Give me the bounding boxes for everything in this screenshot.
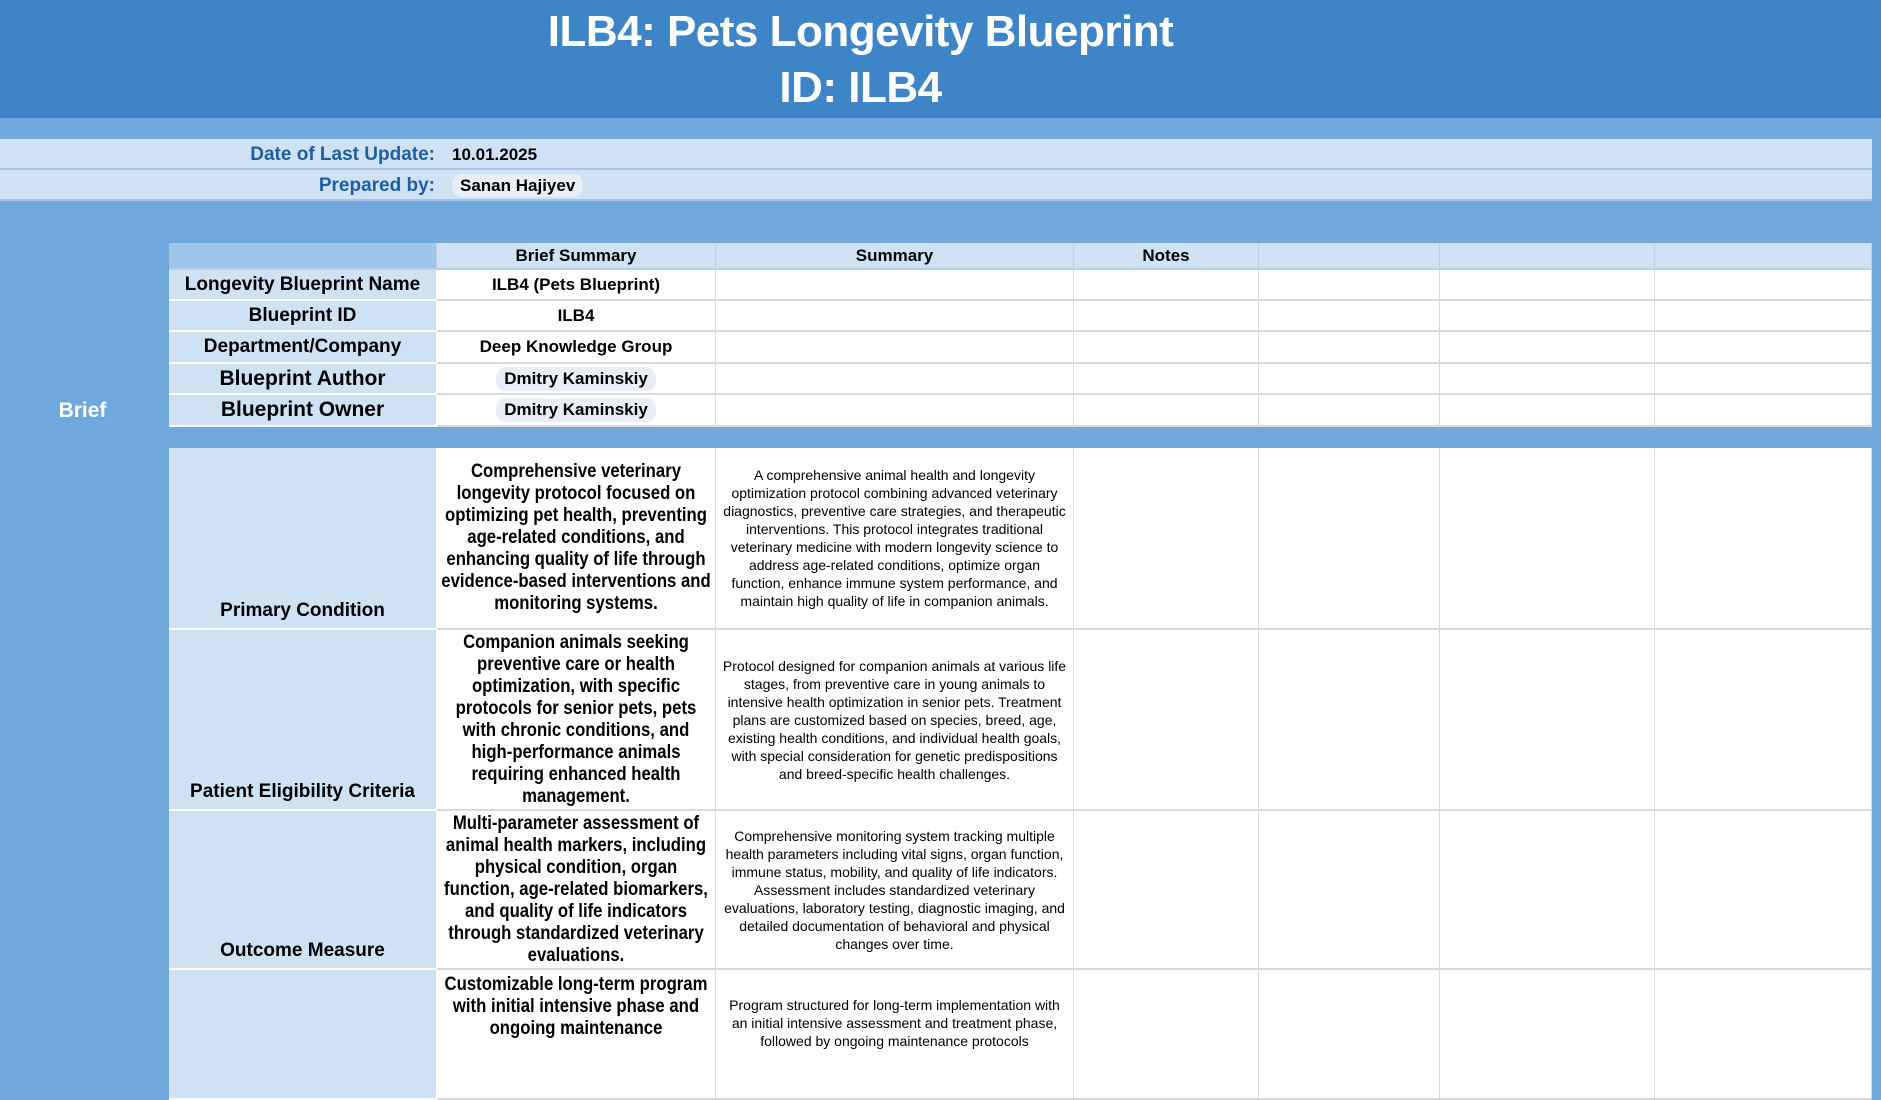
header-blank xyxy=(169,243,437,270)
row-label-text: Blueprint Owner xyxy=(220,398,385,421)
notes-cell[interactable] xyxy=(1074,630,1259,811)
summary-cell[interactable] xyxy=(716,630,1074,811)
notes-cell[interactable] xyxy=(1655,448,1872,630)
brief-summary-cell[interactable] xyxy=(437,630,716,811)
row-label-text: Blueprint ID xyxy=(248,304,357,326)
brief-summary-cell-text: Comprehensive veterinary longevity protocol focused on optimizing pet health, preventing age-related conditions, and enhancing quality of life through evidence-based interventions and monitoring systems. xyxy=(441,461,711,614)
empty-cell[interactable] xyxy=(1655,270,1872,301)
row-label-text: Patient Eligibility Criteria xyxy=(190,781,415,802)
brief-summary-cell-text: Companion animals seeking preventive care or health optimization, with specific protocols for senior pets, pets with chronic conditions, and high-performance animals requiring enhanced health management. xyxy=(455,631,697,807)
prepared-label: Prepared by: xyxy=(318,175,435,196)
empty-cell[interactable] xyxy=(716,395,1074,427)
empty-cell[interactable] xyxy=(1655,301,1872,332)
row-label-text: Outcome Measure xyxy=(220,940,385,961)
empty-cell[interactable] xyxy=(1259,364,1440,395)
empty-cell[interactable] xyxy=(716,301,1074,332)
notes-cell[interactable] xyxy=(1074,811,1259,970)
column-header-notes xyxy=(1074,243,1259,270)
page-header xyxy=(0,0,1881,118)
notes-cell[interactable] xyxy=(1655,630,1872,811)
empty-cell[interactable] xyxy=(1259,395,1440,427)
row-label xyxy=(169,364,437,395)
notes-cell[interactable] xyxy=(1655,970,1872,1100)
empty-cell[interactable] xyxy=(1655,332,1872,364)
notes-cell[interactable] xyxy=(1655,811,1872,970)
column-header-empty xyxy=(1259,243,1440,270)
empty-cell[interactable] xyxy=(1259,270,1440,301)
column-header-empty xyxy=(1440,243,1655,270)
row-label xyxy=(169,811,437,970)
notes-cell[interactable] xyxy=(1074,448,1259,630)
section-label-brief: Brief xyxy=(58,399,107,422)
row-value[interactable] xyxy=(437,364,716,395)
empty-cell[interactable] xyxy=(1074,364,1259,395)
row-label-text: Blueprint Author xyxy=(219,366,386,390)
notes-cell[interactable] xyxy=(1440,448,1655,630)
row-value-text: ILB4 xyxy=(557,305,595,325)
row-label xyxy=(169,332,437,364)
notes-cell[interactable] xyxy=(1259,970,1440,1100)
notes-cell[interactable] xyxy=(1259,630,1440,811)
row-value[interactable] xyxy=(437,270,716,301)
summary-cell-text: A comprehensive animal health and longevity optimization protocol combining advanced veterinary diagnostics, preventive care strategies, and therapeutic interventions. This protocol integrates traditional veterinary medicine with modern longevity science to address age-related conditions, optimize organ function, enhance immune system performance, and maintain high quality of life in companion animals. xyxy=(723,467,1066,609)
page-title: ILB4: Pets Longevity Blueprint xyxy=(547,7,1174,56)
row-value-text: Dmitry Kaminskiy xyxy=(496,398,656,422)
row-value[interactable] xyxy=(437,301,716,332)
row-value[interactable] xyxy=(437,395,716,427)
brief-summary-cell-text: Multi-parameter assessment of animal health markers, including physical condition, organ function, age-related biomarkers, and quality of life indicators through standardized veterinary evaluations. xyxy=(444,812,708,966)
empty-cell[interactable] xyxy=(1074,395,1259,427)
row-label xyxy=(169,270,437,301)
column-header-summary-text: Summary xyxy=(855,245,934,265)
row-label-text: Primary Condition xyxy=(220,600,385,621)
prepared-row xyxy=(0,170,1872,201)
row-label xyxy=(169,630,437,811)
empty-cell[interactable] xyxy=(716,332,1074,364)
empty-cell[interactable] xyxy=(716,364,1074,395)
row-label-text: Longevity Blueprint Name xyxy=(184,273,421,295)
blueprint-id-title: ID: ILB4 xyxy=(779,63,942,112)
empty-cell[interactable] xyxy=(1259,332,1440,364)
notes-cell[interactable] xyxy=(1074,970,1259,1100)
row-label xyxy=(169,301,437,332)
row-value-text: Deep Knowledge Group xyxy=(479,337,673,356)
summary-cell[interactable] xyxy=(716,970,1074,1100)
summary-cell-text: Comprehensive monitoring system tracking multiple health parameters including vital signs, organ function, immune status, mobility, and quality of life indicators. Assessment includes standardized veterinary evaluations, laboratory testing, diagnostic imaging, and detailed documentation of behavioral and physical changes over time. xyxy=(724,827,1065,952)
empty-cell[interactable] xyxy=(1074,270,1259,301)
brief-summary-cell[interactable] xyxy=(437,448,716,630)
empty-cell[interactable] xyxy=(1655,364,1872,395)
empty-cell[interactable] xyxy=(1440,332,1655,364)
brief-summary-cell[interactable] xyxy=(437,970,716,1100)
row-label xyxy=(169,448,437,630)
empty-cell[interactable] xyxy=(1440,301,1655,332)
notes-cell[interactable] xyxy=(1440,970,1655,1100)
column-header-notes-text: Notes xyxy=(1142,245,1190,265)
column-header-summary xyxy=(716,243,1074,270)
empty-cell[interactable] xyxy=(1074,332,1259,364)
summary-cell[interactable] xyxy=(716,811,1074,970)
row-value[interactable] xyxy=(437,332,716,364)
brief-summary-cell-text: Customizable long-term program with initial intensive phase and ongoing maintenance xyxy=(444,974,708,1039)
row-label-text: Department/Company xyxy=(203,336,402,357)
column-header-empty xyxy=(1655,243,1872,270)
date-label: Date of Last Update: xyxy=(250,144,435,165)
empty-cell[interactable] xyxy=(1259,301,1440,332)
date-row xyxy=(0,139,1872,170)
prepared-by-chip[interactable]: Sanan Hajiyev xyxy=(452,174,583,197)
column-header-brief-summary xyxy=(437,243,716,270)
empty-cell[interactable] xyxy=(1074,301,1259,332)
row-label xyxy=(169,395,437,427)
notes-cell[interactable] xyxy=(1259,811,1440,970)
summary-cell-text: Protocol designed for companion animals at various life stages, from preventive care in young animals to intensive health optimization in senior pets. Treatment plans are customized based on species, breed, age, existing health conditions, and individual health goals, with special consideration for genetic predispositions and breed-specific health challenges. xyxy=(722,657,1067,782)
empty-cell[interactable] xyxy=(716,270,1074,301)
empty-cell[interactable] xyxy=(1440,395,1655,427)
row-value-text: Dmitry Kaminskiy xyxy=(496,367,656,391)
notes-cell[interactable] xyxy=(1440,630,1655,811)
date-value[interactable]: 10.01.2025 xyxy=(452,145,538,164)
summary-cell-text: Program structured for long-term implementation with an initial intensive assessment and treatment phase, followed by ongoing maintenance protocols xyxy=(729,997,1060,1049)
empty-cell[interactable] xyxy=(1440,364,1655,395)
row-value-text: ILB4 (Pets Blueprint) xyxy=(491,274,661,294)
notes-cell[interactable] xyxy=(1440,811,1655,970)
empty-cell[interactable] xyxy=(1655,395,1872,427)
column-header-brief-summary-text: Brief Summary xyxy=(515,245,637,265)
summary-cell[interactable] xyxy=(716,448,1074,630)
brief-summary-cell[interactable] xyxy=(437,811,716,970)
row-label xyxy=(169,970,437,1100)
empty-cell[interactable] xyxy=(1440,270,1655,301)
notes-cell[interactable] xyxy=(1259,448,1440,630)
